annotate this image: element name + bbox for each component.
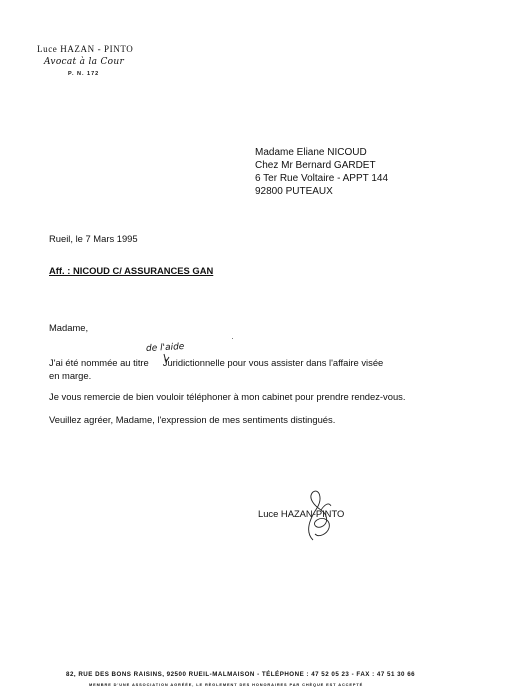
letterhead-title: Avocat à la Cour	[44, 57, 125, 67]
signature-name: Luce HAZAN-PINTO	[258, 508, 345, 519]
paragraph-1-part-2: Juridictionnelle pour vous assister dans l'affaire visée	[162, 357, 384, 368]
recipient-line-1: Madame Eliane NICOUD	[255, 147, 367, 158]
salutation: Madame,	[49, 322, 89, 333]
recipient-address	[255, 146, 388, 198]
letterhead-pn: P. N. 172	[68, 71, 100, 77]
recipient-line-4: 92800 PUTEAUX	[255, 186, 333, 197]
handwritten-signature-icon	[295, 484, 345, 546]
recipient-line-2: Chez Mr Bernard GARDET	[255, 160, 376, 171]
footer-notice: MEMBRE D'UNE ASSOCIATION AGRÉÉE, LE RÈGLEMENT DES HONORAIRES PAR CHÈQUE EST ACCEPTÉ	[89, 682, 364, 687]
scan-speck	[232, 338, 233, 339]
letterhead-name: Luce HAZAN - PINTO	[37, 44, 134, 54]
letter-subject: Aff. : NICOUD C/ ASSURANCES GAN	[49, 265, 214, 276]
handwritten-insertion: de l'aide	[145, 342, 185, 354]
closing-formula: Veuillez agréer, Madame, l'expression de mes sentiments distingués.	[49, 414, 336, 425]
recipient-line-3: 6 Ter Rue Voltaire - APPT 144	[255, 173, 389, 184]
footer-address: 82, RUE DES BONS RAISINS, 92500 RUEIL-MALMAISON - TÉLÉPHONE : 47 52 05 23 - FAX : 47 51 30 66	[66, 671, 416, 678]
paragraph-1-line-2: en marge.	[49, 370, 92, 381]
letter-date: Rueil, le 7 Mars 1995	[49, 233, 138, 244]
paragraph-2: Je vous remercie de bien vouloir téléphoner à mon cabinet pour prendre rendez-vous.	[49, 391, 406, 402]
paragraph-1-part-1: J'ai été nommée au titre	[49, 357, 149, 368]
paragraph-1	[49, 356, 383, 382]
